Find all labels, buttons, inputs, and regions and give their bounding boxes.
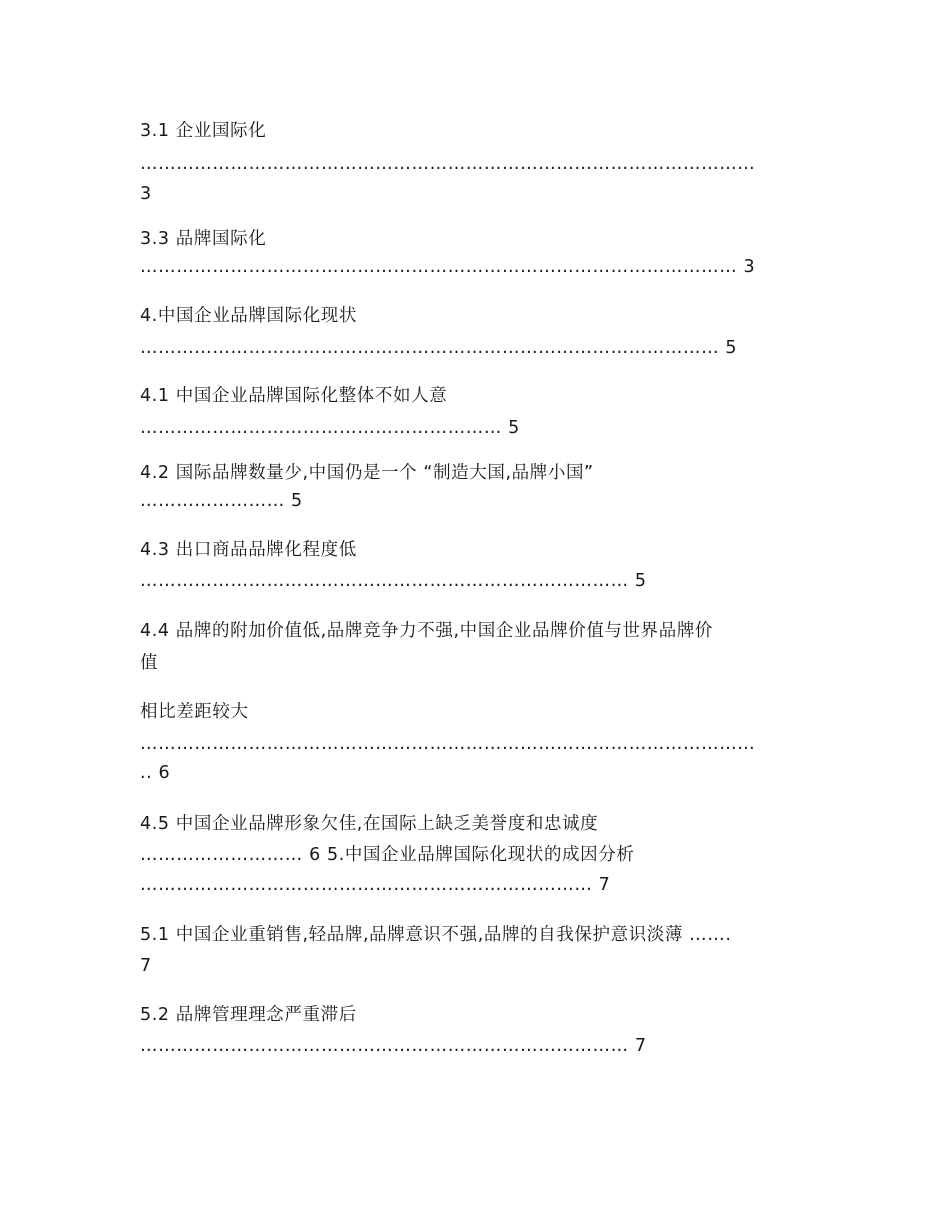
toc-page-number: 3 <box>140 184 152 204</box>
toc-entry-4-2-title: 4.2 国际品牌数量少,中国仍是一个 “制造大国,品牌小国” <box>140 463 594 483</box>
toc-leader-dots: ……………………………………………………………………………………… 3 <box>140 257 756 277</box>
toc-entry-4-title: 4.中国企业品牌国际化现状 <box>140 306 357 326</box>
toc-leader-dots: …………………………………………………… 5 <box>140 418 520 438</box>
toc-entry-4-3-title: 4.3 出口商品品牌化程度低 <box>140 540 357 560</box>
toc-leader-dots: ………………………………………………………………………………………… <box>140 154 756 174</box>
toc-leader-dots: ………………………………………………………………… 7 <box>140 875 611 895</box>
toc-leader-dots: …………………… 5 <box>140 491 303 511</box>
toc-entry-4-4-title-cont: 相比差距较大 <box>140 702 249 722</box>
toc-entry-5-1-title: 5.1 中国企业重销售,轻品牌,品牌意识不强,品牌的自我保护意识淡薄 ……. <box>140 925 732 945</box>
toc-leader-dots: ……………………………………………………………………… 7 <box>140 1036 647 1056</box>
toc-entry-3-3-title: 3.3 品牌国际化 <box>140 229 267 249</box>
toc-page-number: 7 <box>140 956 152 976</box>
toc-leader-dots: ………………………………………………………………………………………… <box>140 734 756 754</box>
toc-entry-4-5-title: 4.5 中国企业品牌形象欠佳,在国际上缺乏美誉度和忠诚度 <box>140 814 599 834</box>
toc-entry-3-1-title: 3.1 企业国际化 <box>140 121 267 141</box>
toc-leader-dots: …………………………………………………………………………………… 5 <box>140 338 738 358</box>
toc-entry-4-4-title-cont: 值 <box>140 653 159 673</box>
toc-leader-dots: ……………………………………………………………………… 5 <box>140 571 647 591</box>
toc-entry-5-2-title: 5.2 品牌管理理念严重滞后 <box>140 1005 357 1025</box>
toc-entry-4-1-title: 4.1 中国企业品牌国际化整体不如人意 <box>140 386 448 406</box>
toc-page-number: .. 6 <box>140 763 171 783</box>
toc-leader-dots: ……………………… 6 5.中国企业品牌国际化现状的成因分析 <box>140 845 635 865</box>
toc-entry-4-4-title: 4.4 品牌的附加价值低,品牌竞争力不强,中国企业品牌价值与世界品牌价 <box>140 621 714 641</box>
